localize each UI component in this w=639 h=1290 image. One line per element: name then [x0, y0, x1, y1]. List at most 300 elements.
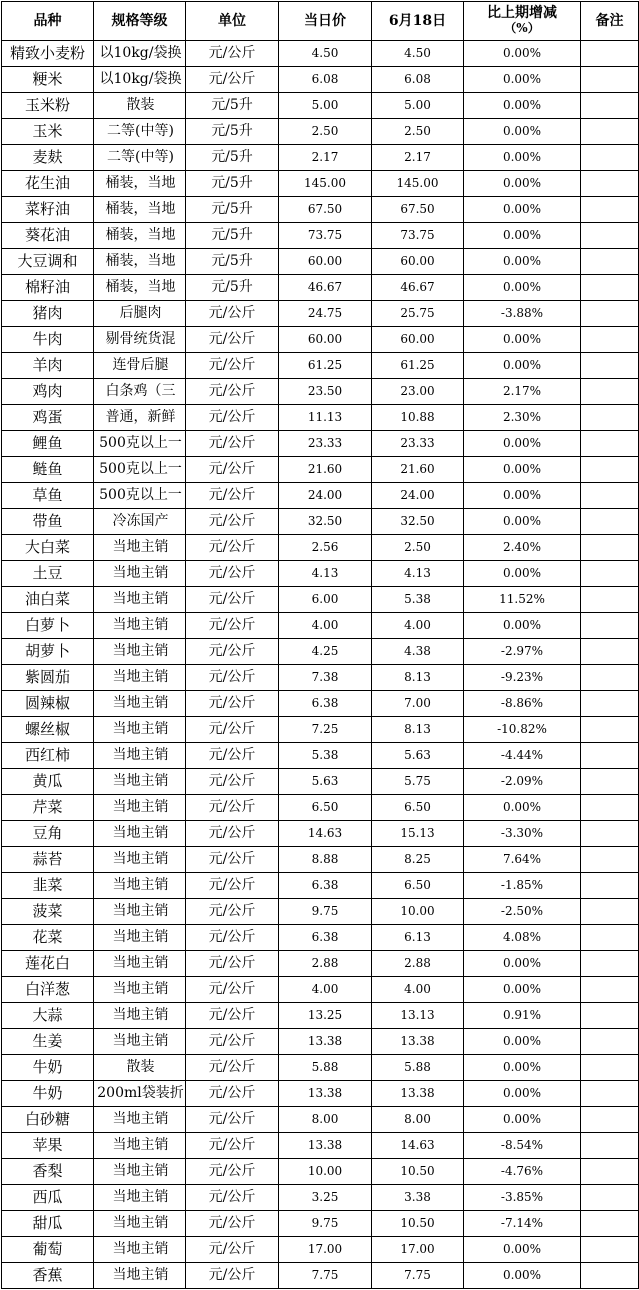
cell-change: 0.00%: [464, 1029, 581, 1055]
cell-change: 0.00%: [464, 509, 581, 535]
table-row: [2, 613, 639, 639]
cell-change: 0.00%: [464, 197, 581, 223]
cell-change: 0.00%: [464, 223, 581, 249]
cell-spec: 白条鸡（三: [94, 379, 186, 405]
cell-today-price: 6.50: [279, 795, 372, 821]
cell-note: [581, 1237, 639, 1263]
cell-prev-price: 6.50: [372, 795, 464, 821]
cell-name: 精致小麦粉: [2, 41, 94, 67]
cell-spec: 当地主销: [94, 899, 186, 925]
cell-change: 4.08%: [464, 925, 581, 951]
cell-prev-price: 7.75: [372, 1263, 464, 1289]
cell-today-price: 24.00: [279, 483, 372, 509]
cell-note: [581, 327, 639, 353]
cell-unit: 元/5升: [186, 275, 279, 301]
cell-note: [581, 1185, 639, 1211]
cell-prev-price: 3.38: [372, 1185, 464, 1211]
table-row: [2, 301, 639, 327]
cell-prev-price: 8.00: [372, 1107, 464, 1133]
cell-spec: 以10kg/袋换: [94, 67, 186, 93]
cell-name: 玉米: [2, 119, 94, 145]
cell-name: 西红柿: [2, 743, 94, 769]
table-row: [2, 587, 639, 613]
cell-spec: 500克以上一: [94, 457, 186, 483]
table-row: [2, 457, 639, 483]
cell-spec: 散装: [94, 93, 186, 119]
cell-spec: 当地主销: [94, 1185, 186, 1211]
cell-name: 蒜苔: [2, 847, 94, 873]
cell-note: [581, 535, 639, 561]
cell-name: 菠菜: [2, 899, 94, 925]
cell-today-price: 2.88: [279, 951, 372, 977]
cell-today-price: 6.38: [279, 691, 372, 717]
cell-spec: 当地主销: [94, 613, 186, 639]
cell-note: [581, 1003, 639, 1029]
cell-change: 0.00%: [464, 951, 581, 977]
cell-today-price: 6.38: [279, 925, 372, 951]
cell-name: 油白菜: [2, 587, 94, 613]
cell-today-price: 6.38: [279, 873, 372, 899]
table-row: [2, 795, 639, 821]
cell-change: 0.00%: [464, 1081, 581, 1107]
cell-name: 羊肉: [2, 353, 94, 379]
cell-note: [581, 1055, 639, 1081]
cell-today-price: 23.33: [279, 431, 372, 457]
cell-unit: 元/公斤: [186, 847, 279, 873]
table-row: [2, 1185, 639, 1211]
cell-spec: 当地主销: [94, 1237, 186, 1263]
cell-note: [581, 769, 639, 795]
cell-spec: 当地主销: [94, 1133, 186, 1159]
cell-name: 圆辣椒: [2, 691, 94, 717]
cell-note: [581, 93, 639, 119]
cell-spec: 当地主销: [94, 717, 186, 743]
cell-prev-price: 17.00: [372, 1237, 464, 1263]
cell-change: 2.30%: [464, 405, 581, 431]
cell-prev-price: 4.13: [372, 561, 464, 587]
table-row: [2, 639, 639, 665]
cell-unit: 元/公斤: [186, 1003, 279, 1029]
cell-change: 2.17%: [464, 379, 581, 405]
cell-prev-price: 4.00: [372, 613, 464, 639]
cell-unit: 元/公斤: [186, 639, 279, 665]
cell-spec: 二等(中等): [94, 145, 186, 171]
table-row: [2, 1081, 639, 1107]
cell-name: 葵花油: [2, 223, 94, 249]
cell-today-price: 32.50: [279, 509, 372, 535]
table-row: [2, 1003, 639, 1029]
table-row: [2, 873, 639, 899]
cell-note: [581, 67, 639, 93]
cell-name: 粳米: [2, 67, 94, 93]
cell-unit: 元/公斤: [186, 1055, 279, 1081]
cell-name: 菜籽油: [2, 197, 94, 223]
cell-name: 猪肉: [2, 301, 94, 327]
cell-change: -8.54%: [464, 1133, 581, 1159]
table-row: [2, 327, 639, 353]
header-change-line2: （%）: [504, 21, 540, 35]
cell-unit: 元/公斤: [186, 301, 279, 327]
cell-unit: 元/公斤: [186, 1029, 279, 1055]
table-row: [2, 431, 639, 457]
cell-unit: 元/公斤: [186, 1237, 279, 1263]
cell-spec: 当地主销: [94, 561, 186, 587]
cell-prev-price: 2.88: [372, 951, 464, 977]
table-row: [2, 171, 639, 197]
cell-name: 鲢鱼: [2, 457, 94, 483]
cell-today-price: 4.00: [279, 977, 372, 1003]
cell-unit: 元/公斤: [186, 769, 279, 795]
cell-spec: 桶装，当地: [94, 275, 186, 301]
cell-today-price: 145.00: [279, 171, 372, 197]
cell-change: 0.00%: [464, 795, 581, 821]
cell-today-price: 13.38: [279, 1029, 372, 1055]
cell-name: 牛肉: [2, 327, 94, 353]
cell-unit: 元/公斤: [186, 1081, 279, 1107]
cell-name: 韭菜: [2, 873, 94, 899]
cell-unit: 元/5升: [186, 171, 279, 197]
table-row: [2, 1237, 639, 1263]
cell-change: 0.00%: [464, 93, 581, 119]
cell-prev-price: 21.60: [372, 457, 464, 483]
cell-name: 香梨: [2, 1159, 94, 1185]
header-change: [464, 2, 581, 41]
cell-prev-price: 60.00: [372, 327, 464, 353]
cell-name: 麦麸: [2, 145, 94, 171]
cell-spec: 当地主销: [94, 1107, 186, 1133]
header-spec: 规格等级: [94, 2, 186, 41]
cell-note: [581, 1107, 639, 1133]
cell-today-price: 13.25: [279, 1003, 372, 1029]
cell-prev-price: 25.75: [372, 301, 464, 327]
cell-spec: 当地主销: [94, 1211, 186, 1237]
cell-note: [581, 275, 639, 301]
table-row: [2, 769, 639, 795]
cell-name: 棉籽油: [2, 275, 94, 301]
cell-unit: 元/5升: [186, 197, 279, 223]
cell-unit: 元/公斤: [186, 41, 279, 67]
cell-prev-price: 13.13: [372, 1003, 464, 1029]
table-row: [2, 1211, 639, 1237]
cell-unit: 元/公斤: [186, 535, 279, 561]
table-row: [2, 41, 639, 67]
cell-name: 甜瓜: [2, 1211, 94, 1237]
cell-spec: 桶装，当地: [94, 197, 186, 223]
cell-prev-price: 8.25: [372, 847, 464, 873]
cell-spec: 当地主销: [94, 1003, 186, 1029]
cell-note: [581, 925, 639, 951]
cell-note: [581, 847, 639, 873]
cell-prev-price: 4.38: [372, 639, 464, 665]
cell-prev-price: 7.00: [372, 691, 464, 717]
cell-today-price: 13.38: [279, 1133, 372, 1159]
cell-change: -2.50%: [464, 899, 581, 925]
cell-change: 0.00%: [464, 327, 581, 353]
cell-today-price: 4.00: [279, 613, 372, 639]
cell-note: [581, 223, 639, 249]
cell-today-price: 2.17: [279, 145, 372, 171]
cell-unit: 元/公斤: [186, 821, 279, 847]
cell-unit: 元/公斤: [186, 951, 279, 977]
cell-change: -1.85%: [464, 873, 581, 899]
cell-prev-price: 4.50: [372, 41, 464, 67]
cell-today-price: 8.88: [279, 847, 372, 873]
cell-name: 大白菜: [2, 535, 94, 561]
table-row: [2, 977, 639, 1003]
cell-note: [581, 795, 639, 821]
cell-today-price: 5.88: [279, 1055, 372, 1081]
cell-name: 葡萄: [2, 1237, 94, 1263]
cell-change: -3.88%: [464, 301, 581, 327]
cell-today-price: 9.75: [279, 899, 372, 925]
cell-change: -10.82%: [464, 717, 581, 743]
cell-change: -7.14%: [464, 1211, 581, 1237]
cell-unit: 元/公斤: [186, 405, 279, 431]
cell-name: 大蒜: [2, 1003, 94, 1029]
cell-change: 11.52%: [464, 587, 581, 613]
cell-name: 带鱼: [2, 509, 94, 535]
cell-prev-price: 2.50: [372, 119, 464, 145]
cell-change: 0.91%: [464, 1003, 581, 1029]
cell-change: -3.85%: [464, 1185, 581, 1211]
cell-spec: 当地主销: [94, 1263, 186, 1289]
cell-prev-price: 5.88: [372, 1055, 464, 1081]
cell-spec: 当地主销: [94, 951, 186, 977]
cell-unit: 元/5升: [186, 249, 279, 275]
cell-note: [581, 379, 639, 405]
table-row: [2, 561, 639, 587]
cell-spec: 500克以上一: [94, 483, 186, 509]
cell-note: [581, 301, 639, 327]
cell-note: [581, 249, 639, 275]
cell-spec: 连骨后腿: [94, 353, 186, 379]
cell-unit: 元/公斤: [186, 353, 279, 379]
cell-spec: 当地主销: [94, 977, 186, 1003]
cell-change: 0.00%: [464, 41, 581, 67]
cell-name: 黄瓜: [2, 769, 94, 795]
table-row: [2, 665, 639, 691]
cell-unit: 元/公斤: [186, 1263, 279, 1289]
cell-note: [581, 1081, 639, 1107]
cell-prev-price: 46.67: [372, 275, 464, 301]
cell-today-price: 9.75: [279, 1211, 372, 1237]
cell-name: 土豆: [2, 561, 94, 587]
cell-note: [581, 691, 639, 717]
cell-note: [581, 639, 639, 665]
cell-today-price: 73.75: [279, 223, 372, 249]
cell-change: -4.76%: [464, 1159, 581, 1185]
cell-today-price: 5.63: [279, 769, 372, 795]
cell-unit: 元/5升: [186, 145, 279, 171]
table-row: [2, 197, 639, 223]
table-row: [2, 925, 639, 951]
cell-change: -4.44%: [464, 743, 581, 769]
header-row: [2, 2, 639, 41]
cell-note: [581, 457, 639, 483]
cell-prev-price: 13.38: [372, 1081, 464, 1107]
header-prev-price: 6月18日: [372, 2, 464, 41]
cell-prev-price: 5.38: [372, 587, 464, 613]
cell-unit: 元/公斤: [186, 1133, 279, 1159]
cell-change: -2.97%: [464, 639, 581, 665]
cell-unit: 元/公斤: [186, 1159, 279, 1185]
cell-name: 花生油: [2, 171, 94, 197]
cell-note: [581, 587, 639, 613]
cell-spec: 当地主销: [94, 795, 186, 821]
cell-note: [581, 509, 639, 535]
cell-name: 莲花白: [2, 951, 94, 977]
cell-change: 0.00%: [464, 1237, 581, 1263]
cell-name: 大豆调和: [2, 249, 94, 275]
cell-change: 0.00%: [464, 1107, 581, 1133]
cell-prev-price: 32.50: [372, 509, 464, 535]
cell-name: 牛奶: [2, 1055, 94, 1081]
cell-name: 牛奶: [2, 1081, 94, 1107]
cell-spec: 当地主销: [94, 769, 186, 795]
cell-change: 0.00%: [464, 353, 581, 379]
cell-prev-price: 10.50: [372, 1159, 464, 1185]
cell-note: [581, 821, 639, 847]
cell-today-price: 61.25: [279, 353, 372, 379]
cell-spec: 桶装，当地: [94, 223, 186, 249]
cell-today-price: 24.75: [279, 301, 372, 327]
header-change-line1: 比上期增减: [487, 5, 557, 21]
cell-note: [581, 119, 639, 145]
table-row: [2, 743, 639, 769]
cell-note: [581, 1133, 639, 1159]
cell-change: 0.00%: [464, 457, 581, 483]
cell-note: [581, 1211, 639, 1237]
cell-spec: 冷冻国产: [94, 509, 186, 535]
cell-note: [581, 145, 639, 171]
cell-change: 0.00%: [464, 977, 581, 1003]
cell-name: 白砂糖: [2, 1107, 94, 1133]
header-unit: 单位: [186, 2, 279, 41]
cell-change: 2.40%: [464, 535, 581, 561]
cell-change: 0.00%: [464, 171, 581, 197]
cell-today-price: 4.13: [279, 561, 372, 587]
cell-unit: 元/公斤: [186, 561, 279, 587]
cell-today-price: 7.38: [279, 665, 372, 691]
cell-name: 鸡蛋: [2, 405, 94, 431]
cell-spec: 桶装，当地: [94, 171, 186, 197]
cell-today-price: 2.50: [279, 119, 372, 145]
cell-prev-price: 145.00: [372, 171, 464, 197]
cell-today-price: 13.38: [279, 1081, 372, 1107]
cell-today-price: 2.56: [279, 535, 372, 561]
table-row: [2, 899, 639, 925]
header-name: 品种: [2, 2, 94, 41]
table-row: [2, 67, 639, 93]
cell-unit: 元/公斤: [186, 509, 279, 535]
cell-spec: 当地主销: [94, 587, 186, 613]
cell-unit: 元/公斤: [186, 925, 279, 951]
cell-change: 0.00%: [464, 483, 581, 509]
cell-name: 豆角: [2, 821, 94, 847]
cell-spec: 当地主销: [94, 665, 186, 691]
table-row: [2, 1159, 639, 1185]
cell-unit: 元/公斤: [186, 379, 279, 405]
cell-prev-price: 5.63: [372, 743, 464, 769]
cell-name: 鸡肉: [2, 379, 94, 405]
cell-spec: 当地主销: [94, 847, 186, 873]
cell-note: [581, 951, 639, 977]
table-row: [2, 1133, 639, 1159]
price-table: [1, 1, 639, 1289]
cell-unit: 元/公斤: [186, 665, 279, 691]
cell-spec: 当地主销: [94, 691, 186, 717]
cell-name: 鲤鱼: [2, 431, 94, 457]
cell-change: 0.00%: [464, 67, 581, 93]
cell-unit: 元/5升: [186, 119, 279, 145]
cell-today-price: 14.63: [279, 821, 372, 847]
cell-unit: 元/公斤: [186, 899, 279, 925]
table-row: [2, 1029, 639, 1055]
table-row: [2, 1107, 639, 1133]
cell-prev-price: 14.63: [372, 1133, 464, 1159]
cell-prev-price: 24.00: [372, 483, 464, 509]
cell-today-price: 17.00: [279, 1237, 372, 1263]
cell-note: [581, 197, 639, 223]
cell-note: [581, 431, 639, 457]
cell-change: 0.00%: [464, 431, 581, 457]
cell-today-price: 5.00: [279, 93, 372, 119]
cell-today-price: 23.50: [279, 379, 372, 405]
cell-note: [581, 41, 639, 67]
cell-spec: 当地主销: [94, 743, 186, 769]
cell-note: [581, 1263, 639, 1289]
table-row: [2, 509, 639, 535]
cell-unit: 元/公斤: [186, 795, 279, 821]
cell-change: -8.86%: [464, 691, 581, 717]
cell-name: 生姜: [2, 1029, 94, 1055]
cell-prev-price: 2.17: [372, 145, 464, 171]
cell-prev-price: 23.33: [372, 431, 464, 457]
cell-name: 螺丝椒: [2, 717, 94, 743]
cell-note: [581, 171, 639, 197]
cell-change: 0.00%: [464, 1055, 581, 1081]
cell-prev-price: 5.75: [372, 769, 464, 795]
cell-note: [581, 899, 639, 925]
cell-spec: 二等(中等): [94, 119, 186, 145]
cell-prev-price: 67.50: [372, 197, 464, 223]
cell-name: 白萝卜: [2, 613, 94, 639]
cell-today-price: 7.25: [279, 717, 372, 743]
table-row: [2, 1055, 639, 1081]
table-body: [2, 41, 639, 1289]
header-note: 备注: [581, 2, 639, 41]
cell-prev-price: 6.13: [372, 925, 464, 951]
cell-prev-price: 8.13: [372, 665, 464, 691]
cell-unit: 元/公斤: [186, 327, 279, 353]
cell-note: [581, 743, 639, 769]
cell-note: [581, 561, 639, 587]
cell-name: 紫圆茄: [2, 665, 94, 691]
cell-today-price: 4.50: [279, 41, 372, 67]
cell-spec: 当地主销: [94, 535, 186, 561]
cell-spec: 当地主销: [94, 821, 186, 847]
cell-spec: 当地主销: [94, 639, 186, 665]
cell-note: [581, 353, 639, 379]
cell-unit: 元/5升: [186, 93, 279, 119]
cell-note: [581, 977, 639, 1003]
cell-today-price: 3.25: [279, 1185, 372, 1211]
cell-change: 0.00%: [464, 561, 581, 587]
cell-spec: 500克以上一: [94, 431, 186, 457]
cell-today-price: 8.00: [279, 1107, 372, 1133]
cell-prev-price: 10.88: [372, 405, 464, 431]
cell-spec: 以10kg/袋换: [94, 41, 186, 67]
